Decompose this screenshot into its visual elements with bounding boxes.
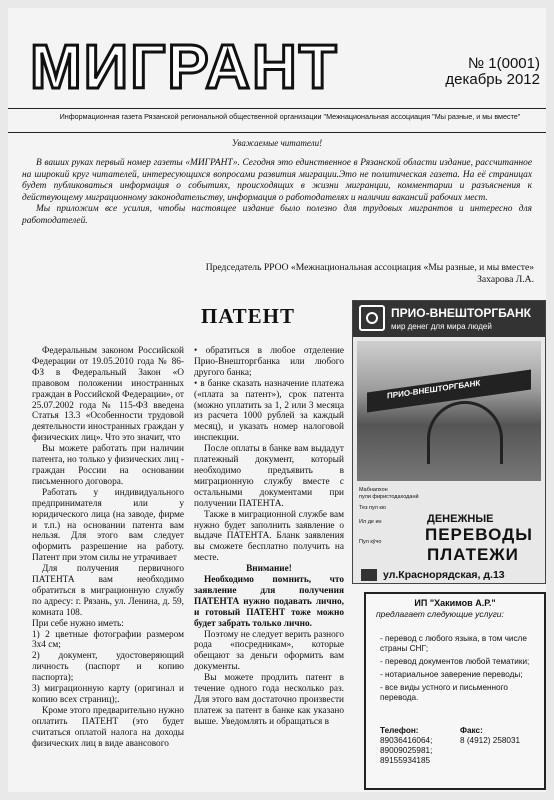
services-subtitle: предлагает следующие услуги: (376, 609, 504, 619)
article-paragraph: При себе нужно иметь: (32, 618, 124, 629)
service-item: - все виды устного и письменного перевода. (380, 683, 508, 702)
article-list-item: • в банке сказать назначение платежа («плата за патент»), срок патента (можно уплатить за 1, 2 или 3 месяца из расчета 1000 рублей за каждый месяц), и указать номер налоговой инспекции. (194, 378, 344, 444)
location-icon (361, 569, 377, 581)
article-list-item: 1) 2 цветные фотографии размером 3х4 см; (32, 629, 184, 651)
article-paragraph: Вы можете продлить патент в течение одного года несколько раз. Для этого вам достаточно произвести платеж за патент в банке как указано выше. Уведомлять и обращаться в (194, 673, 344, 727)
service-item: - перевод с любого языка, в том числе страны СНГ; (380, 634, 527, 653)
bank-advertisement (352, 300, 546, 584)
ad-small-text: Мабнапхон (359, 487, 388, 493)
article-list-item: • обратиться в любое отделение Прио-Внешторгбанка или любого другого банка; (194, 346, 344, 378)
service-item: - перевод документов любой тематики; (380, 657, 530, 666)
services-title: ИП "Хакимов А.Р." (414, 598, 496, 608)
article-paragraph: После оплаты в банке вам выдадут платежный документ, который необходимо предъявить в миграционную службу вместе с остальными документами при получении ПАТЕНТА. (194, 444, 344, 509)
bank-slogan: мир денег для мира людей (391, 322, 492, 331)
phone-number: 89009025981; (380, 746, 433, 755)
signature-name: Захарова Л.А. (477, 274, 534, 285)
bank-name: ПРИО-ВНЕШТОРГБАНК (391, 306, 531, 320)
signature-title: Председатель РРОО «Межнациональная ассоциация «Мы разные, и мы вместе» (205, 262, 534, 273)
attention-paragraph: Необходимо помнить, что заявление для получения ПАТЕНТА нужно подавать лично, и готовый ПАТЕНТ тоже можно будет забрать только лично. (194, 575, 344, 629)
article-paragraph: Работать у индивидуального предпринимателя или у юридического лица (на заводе, фирме и т.п.) на основании патента вам нельзя. Для этого вам следует оформить разрешение на работу. Патент при этом силы не утрачивает (32, 487, 184, 564)
ad-small-text: Ил де ин (359, 519, 382, 525)
editorial-intro (22, 158, 532, 228)
phone-number: 89155934185 (380, 756, 431, 765)
phone-label: Телефон: (380, 726, 419, 735)
intro-paragraph: В ваших руках первый номер газеты «МИГРАНТ». Сегодня это единственное в Рязанской области издание, рассчитанное на широкий круг читателей, интересующихся вопросами развития миграции.Это не политическая газета. На её страницах будет публиковаться информация о событиях, происходящих в жизни мигранции, комментарии и разъяснения к действующему миграционному законодательству, информация о работодателях и наличии вакансий рабочих мест. (22, 158, 532, 203)
greeting: Уважаемые читатели! (231, 138, 323, 148)
article-paragraph: Также в миграционной службе вам нужно будет заполнить заявление о выдаче ПАТЕНТА. Бланк заявления вы сможете бесплатно получить на месте. (194, 509, 344, 564)
article-paragraph: Для получения первичного ПАТЕНТА вам необходимо обратиться в миграционную службу по адресу: г. Рязань, ул. Ленина, д. 59, комната 108. (32, 564, 184, 618)
article-paragraph: Федеральным законом Российской Федерации от 19.05.2010 года № 86-ФЗ в Федеральный Закон «О правовом положении иностранных граждан в Российской Федерации», от 25.07.2002 года № 115-ФЗ введена Статья 13.3 «Особенности трудовой деятельности иностранных граждан у физических лиц». Что это значит, что (32, 346, 184, 444)
ad-headline: ПЛАТЕЖИ (427, 545, 519, 564)
issue-number: № 1(0001) (468, 55, 540, 72)
issue-date: декабрь 2012 (445, 71, 540, 88)
translation-services-box (364, 592, 546, 790)
bank-ad-header (353, 301, 545, 337)
phone-number: 89036416064; (380, 736, 433, 745)
building-arch (427, 401, 503, 464)
divider (8, 132, 546, 133)
fax-label: Факс: (460, 726, 483, 735)
article-list-item: 3) миграционную карту (оригинал и копию всех страниц);. (32, 684, 184, 705)
article-title: ПАТЕНТ (200, 304, 295, 328)
article-paragraph: Поэтому не следует верить разного рода «посредникам», которые обещают за деньги оформить вам документы. (194, 629, 344, 673)
issue-info (400, 56, 540, 88)
attention-heading: Внимание! (246, 564, 292, 575)
bank-building-photo (357, 341, 541, 481)
intro-paragraph: Мы приложим все усилия, чтобы настоящее издание было полезно для трудовых мигрантов и интересно для работодателей. (22, 204, 532, 226)
article-list-item: 2) документ, удостоверяющий личность (паспорт и копию паспорта); (32, 651, 184, 684)
ad-headline: ПЕРЕВОДЫ (425, 525, 533, 544)
ad-small-text: Пул кӯчо (359, 539, 382, 545)
divider (8, 108, 546, 109)
fax-number: 8 (4912) 258031 (460, 736, 521, 745)
ad-headline: ДЕНЕЖНЫЕ (427, 513, 494, 525)
building-sign: ПРИО-ВНЕШТОРГБАНК (387, 378, 481, 401)
article-paragraph: Кроме этого предварительно нужно оплатить ПАТЕНТ (это будет считаться оплатой налога на доходы физических лиц в виде авансового (32, 705, 184, 749)
ad-small-text: Тез пул кю (359, 505, 386, 511)
signature (24, 262, 534, 286)
newspaper-masthead (30, 28, 400, 108)
article-column-1 (32, 346, 184, 750)
bank-address: ул.Краснорядская, д.13 (383, 569, 505, 581)
newspaper-title: МИГРАНТ (30, 33, 339, 102)
bank-logo-icon (359, 305, 385, 331)
phone-numbers (380, 736, 432, 766)
ad-small-text: пули фиристодаходанӣ (359, 494, 419, 500)
article-paragraph: Вы можете работать при наличии патента, но только у физических лиц - граждан России на основании письменного договора. (32, 444, 184, 487)
services-list (380, 634, 530, 706)
article-column-2 (194, 346, 344, 728)
service-item: - нотариальное заверение переводы; (380, 670, 523, 679)
masthead-subline: Информационная газета Рязанской региональной общественной организации "Межнациональная ассоциация "Мы разные, и мы вместе" (59, 112, 521, 121)
